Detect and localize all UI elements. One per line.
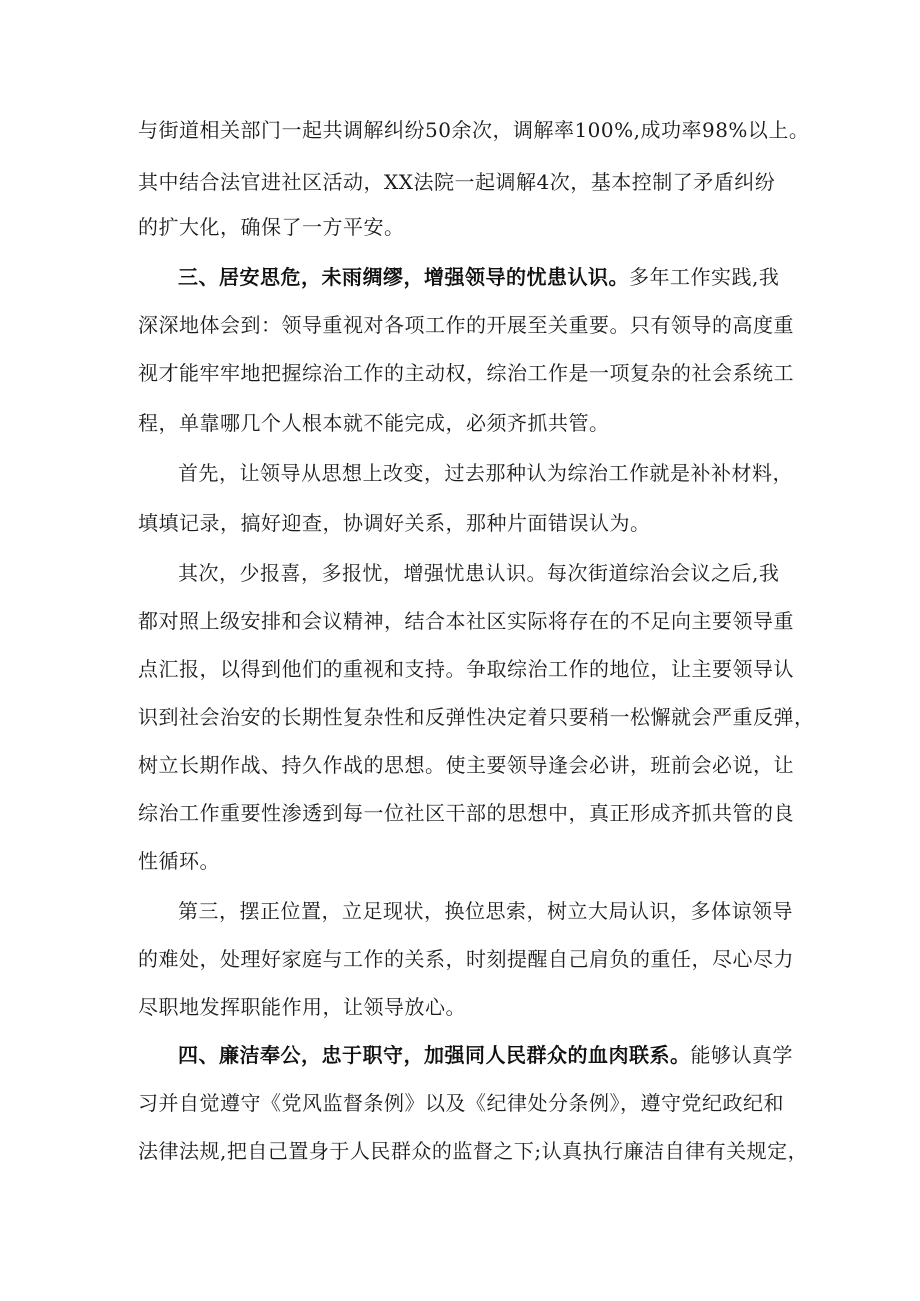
text-line	[138, 697, 815, 737]
text-line	[138, 987, 466, 1027]
text-segment: 填填记录，搞好迎查，协调好关系，那种片面错误认为。	[138, 511, 651, 535]
text-line	[138, 353, 794, 393]
text-line	[138, 841, 220, 881]
text-segment: 与街道相关部门一起共调解纠纷50余次，调解率100%,成功率98%以上。	[138, 118, 810, 142]
text-segment: 能够认真学	[690, 1043, 793, 1067]
paragraph-first-line	[178, 891, 793, 931]
text-line	[138, 1131, 808, 1171]
text-segment: 的难处，处理好家庭与工作的关系，时刻提醒自己肩负的重任，尽心尽力	[138, 947, 794, 971]
text-segment: 性循环。	[138, 849, 220, 873]
text-line	[138, 1083, 784, 1123]
text-line	[138, 601, 794, 641]
text-segment: 深深地体会到：领导重视对各项工作的开展至关重要。只有领导的高度重	[138, 313, 794, 337]
text-line	[138, 503, 651, 543]
text-segment: 综治工作重要性渗透到每一位社区干部的思想中，真正形成齐抓共管的良	[138, 801, 794, 825]
text-segment: 都对照上级安排和会议精神，结合本社区实际将存在的不足向主要领导重	[138, 609, 794, 633]
text-segment: 视才能牢牢地把握综治工作的主动权，综治工作是一项复杂的社会系统工	[138, 361, 794, 385]
text-segment: 其次，少报喜，多报忧，增强忧患认识。每次街道综治会议之后,我	[178, 561, 780, 585]
text-segment: 首先，让领导从思想上改变，过去那种认为综治工作就是补补材料，	[178, 461, 793, 485]
text-segment: 识到社会治安的长期性复杂性和反弹性决定着只要稍一松懈就会严重反弹，	[138, 705, 815, 729]
text-segment: 点汇报，以得到他们的重视和支持。争取综治工作的地位，让主要领导认	[138, 657, 794, 681]
paragraph-first-line	[178, 553, 779, 593]
text-line	[138, 649, 794, 689]
section-heading: 三、居安思危，未雨绸缪，增强领导的忧患认识。	[178, 265, 629, 289]
text-line	[138, 745, 794, 785]
text-line	[138, 207, 405, 247]
text-segment: 尽职地发挥职能作用，让领导放心。	[138, 995, 466, 1019]
section-heading-line	[178, 257, 779, 297]
text-line	[138, 939, 794, 979]
text-line	[138, 305, 794, 345]
text-segment: 习并自觉遵守《党风监督条例》以及《纪律处分条例》，遵守党纪政纪和	[138, 1091, 784, 1115]
text-line	[138, 110, 809, 150]
text-segment: 第三，摆正位置，立足现状，换位思索，树立大局认识，多体谅领导	[178, 899, 793, 923]
text-segment: 其中结合法官进社区活动，XX法院一起调解4次，基本控制了矛盾纠纷	[138, 170, 776, 194]
text-segment: 的扩大化，确保了一方平安。	[138, 215, 405, 239]
section-heading: 四、廉洁奉公，忠于职守，加强同人民群众的血肉联系。	[178, 1043, 691, 1067]
text-segment: 法律法规,把自己置身于人民群众的监督之下;认真执行廉洁自律有关规定，	[138, 1139, 809, 1163]
text-segment: 多年工作实践,我	[629, 265, 780, 289]
text-line	[138, 162, 775, 202]
text-line	[138, 793, 794, 833]
text-segment: 树立长期作战、持久作战的思想。使主要领导逢会必讲，班前会必说，让	[138, 753, 794, 777]
text-line	[138, 403, 610, 443]
section-heading-line	[178, 1035, 793, 1075]
text-segment: 程，单靠哪几个人根本就不能完成，必须齐抓共管。	[138, 411, 610, 435]
paragraph-first-line	[178, 453, 793, 493]
